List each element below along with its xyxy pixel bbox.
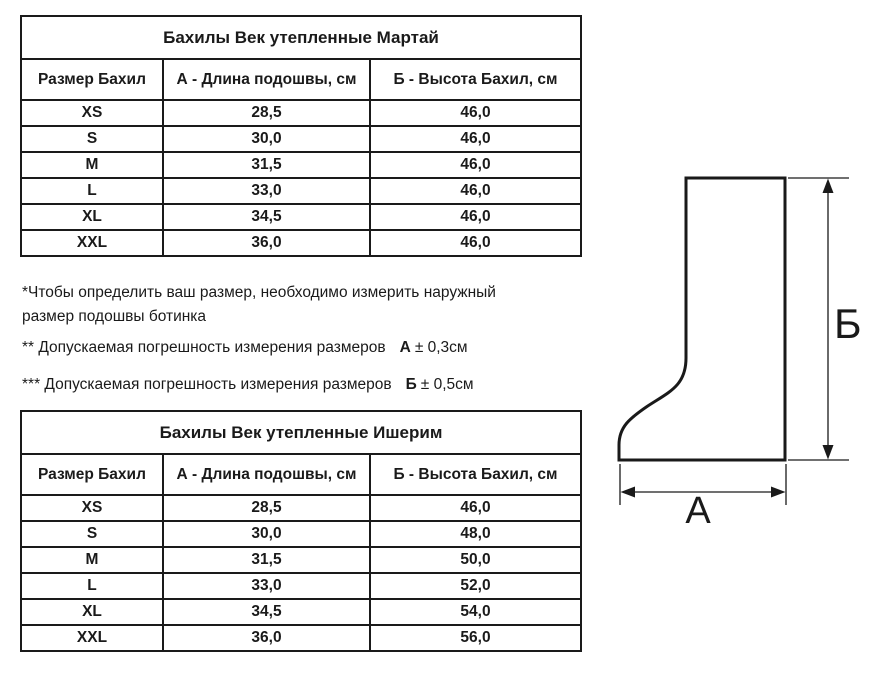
- length-cell: 34,5: [163, 599, 370, 625]
- height-cell: 46,0: [370, 126, 581, 152]
- boot-diagram: [590, 150, 872, 540]
- size-cell: M: [21, 547, 163, 573]
- note-tolerance-b: [22, 373, 567, 397]
- table-row: [21, 521, 581, 547]
- arrowhead-left: [621, 487, 636, 498]
- arrowhead-down: [823, 445, 834, 460]
- length-cell: 28,5: [163, 100, 370, 126]
- table-row: [21, 100, 581, 126]
- size-table-martai: [20, 15, 582, 257]
- table-row: [21, 547, 581, 573]
- table-row: [21, 625, 581, 651]
- column-header-length: А - Длина подошвы, см: [163, 454, 370, 495]
- length-cell: 36,0: [163, 625, 370, 651]
- height-cell: 46,0: [370, 204, 581, 230]
- height-cell: 54,0: [370, 599, 581, 625]
- table-row: [21, 204, 581, 230]
- height-cell: 46,0: [370, 152, 581, 178]
- height-cell: 46,0: [370, 100, 581, 126]
- table-row: [21, 599, 581, 625]
- table-title: Бахилы Век утепленные Мартай: [21, 16, 581, 59]
- height-dimension-label: Б: [834, 300, 862, 347]
- arrowhead-up: [823, 179, 834, 194]
- table-row: [21, 126, 581, 152]
- length-cell: 31,5: [163, 547, 370, 573]
- table-title-row: [21, 411, 581, 454]
- column-header-height: Б - Высота Бахил, см: [370, 454, 581, 495]
- height-cell: 46,0: [370, 230, 581, 256]
- note-tolerance-b-text: *** Допускаемая погрешность измерения размеров: [22, 376, 392, 393]
- height-cell: 52,0: [370, 573, 581, 599]
- table-header-row: [21, 454, 581, 495]
- size-cell: L: [21, 178, 163, 204]
- table-title-row: [21, 16, 581, 59]
- size-cell: S: [21, 521, 163, 547]
- table-header-row: [21, 59, 581, 100]
- table-row: [21, 152, 581, 178]
- size-cell: M: [21, 152, 163, 178]
- length-cell: 36,0: [163, 230, 370, 256]
- boot-outline: [619, 178, 785, 460]
- height-cell: 46,0: [370, 178, 581, 204]
- column-header-height: Б - Высота Бахил, см: [370, 59, 581, 100]
- height-cell: 46,0: [370, 495, 581, 521]
- dimension-b-letter: Б: [405, 376, 417, 393]
- note-tolerance-a: [22, 336, 567, 360]
- height-cell: 50,0: [370, 547, 581, 573]
- length-cell: 33,0: [163, 178, 370, 204]
- table-row: [21, 573, 581, 599]
- size-cell: XL: [21, 599, 163, 625]
- note-size-measurement: *Чтобы определить ваш размер, необходимо измерить наружный размер подошвы ботинка: [22, 284, 496, 325]
- size-cell: XS: [21, 495, 163, 521]
- dimension-a-letter: А: [399, 339, 411, 356]
- height-cell: 56,0: [370, 625, 581, 651]
- column-header-size: Размер Бахил: [21, 59, 163, 100]
- arrowhead-right: [771, 487, 786, 498]
- size-cell: XXL: [21, 625, 163, 651]
- size-cell: XXL: [21, 230, 163, 256]
- length-cell: 30,0: [163, 126, 370, 152]
- tolerance-b-value: ± 0,5см: [420, 376, 474, 393]
- table-row: [21, 230, 581, 256]
- height-cell: 48,0: [370, 521, 581, 547]
- length-cell: 31,5: [163, 152, 370, 178]
- note-tolerance-a-text: ** Допускаемая погрешность измерения размеров: [22, 339, 386, 356]
- size-cell: L: [21, 573, 163, 599]
- size-cell: S: [21, 126, 163, 152]
- length-cell: 30,0: [163, 521, 370, 547]
- column-header-length: А - Длина подошвы, см: [163, 59, 370, 100]
- tolerance-a-value: ± 0,3см: [414, 339, 468, 356]
- length-cell: 33,0: [163, 573, 370, 599]
- length-cell: 34,5: [163, 204, 370, 230]
- width-dimension-label: А: [685, 490, 711, 532]
- size-cell: XL: [21, 204, 163, 230]
- size-table-isherim: [20, 410, 582, 652]
- table-row: [21, 495, 581, 521]
- footnotes: [22, 281, 567, 397]
- table-title: Бахилы Век утепленные Ишерим: [21, 411, 581, 454]
- size-cell: XS: [21, 100, 163, 126]
- column-header-size: Размер Бахил: [21, 454, 163, 495]
- table-row: [21, 178, 581, 204]
- length-cell: 28,5: [163, 495, 370, 521]
